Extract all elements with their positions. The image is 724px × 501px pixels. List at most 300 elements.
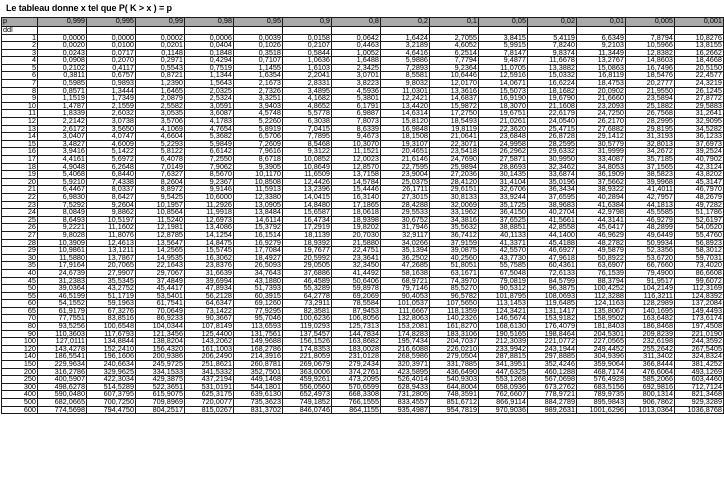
- value-cell: 709,8969: [136, 399, 185, 407]
- ddl-cell: 12: [2, 118, 38, 126]
- value-cell: 21,9550: [626, 87, 675, 95]
- value-cell: 11,8076: [87, 231, 136, 239]
- value-cell: 18,9392: [283, 239, 332, 247]
- value-cell: 44,1400: [528, 231, 577, 239]
- value-cell: 101,8795: [479, 292, 528, 300]
- value-cell: 3,8223: [332, 80, 381, 88]
- value-cell: 749,1852: [283, 399, 332, 407]
- p-header-cell: 0,02: [528, 18, 577, 27]
- value-cell: 168,2786: [234, 345, 283, 353]
- value-cell: 108,0693: [528, 292, 577, 300]
- value-cell: 6,5706: [234, 133, 283, 141]
- value-cell: 19,8202: [332, 224, 381, 232]
- value-cell: 49,5879: [577, 247, 626, 255]
- value-cell: 6,2648: [87, 163, 136, 171]
- value-cell: 93,5256: [38, 323, 87, 331]
- value-cell: 251,8621: [185, 361, 234, 369]
- value-cell: 607,3795: [87, 391, 136, 399]
- value-cell: 48,2679: [675, 193, 724, 201]
- value-cell: 21,6146: [381, 156, 430, 164]
- value-cell: 7,0149: [136, 163, 185, 171]
- value-cell: 14,8480: [283, 201, 332, 209]
- value-cell: 15,4446: [332, 186, 381, 194]
- value-cell: 2,7326: [234, 87, 283, 95]
- value-cell: 324,8324: [675, 353, 724, 361]
- value-cell: 3,0738: [87, 118, 136, 126]
- value-cell: 4,6052: [430, 42, 479, 50]
- value-cell: 26,7568: [626, 110, 675, 118]
- value-cell: 190,5165: [479, 330, 528, 338]
- value-cell: 13,7158: [332, 171, 381, 179]
- value-cell: 59,1963: [87, 300, 136, 308]
- value-cell: 31,9999: [577, 148, 626, 156]
- value-cell: 55,4760: [675, 231, 724, 239]
- value-cell: 42,9798: [577, 209, 626, 217]
- value-cell: 13,5647: [136, 239, 185, 247]
- value-cell: 31,2383: [38, 277, 87, 285]
- value-cell: 16,7496: [626, 64, 675, 72]
- value-cell: 3,9416: [38, 148, 87, 156]
- value-cell: 26,5093: [234, 262, 283, 270]
- value-cell: 21,6660: [577, 95, 626, 103]
- value-cell: 204,7037: [430, 338, 479, 346]
- value-cell: 0,8571: [38, 87, 87, 95]
- value-cell: 26,1245: [675, 87, 724, 95]
- value-cell: 100,6548: [87, 323, 136, 331]
- value-cell: 84,5799: [528, 277, 577, 285]
- value-cell: 652,4973: [283, 391, 332, 399]
- value-cell: 2,3425: [332, 64, 381, 72]
- value-cell: 2,0325: [185, 87, 234, 95]
- value-cell: 316,2786: [38, 368, 87, 376]
- value-cell: 13,7867: [87, 254, 136, 262]
- value-cell: 0,3811: [38, 72, 87, 80]
- value-cell: 540,9303: [430, 376, 479, 384]
- value-cell: 7,8794: [626, 34, 675, 42]
- value-cell: 16,3140: [332, 193, 381, 201]
- value-cell: 35,1394: [381, 247, 430, 255]
- value-cell: 10,8564: [136, 209, 185, 217]
- value-cell: 42,3124: [675, 163, 724, 171]
- value-cell: 47,2685: [381, 262, 430, 270]
- value-cell: 7,8240: [528, 42, 577, 50]
- ddl-cell: 65: [2, 307, 38, 315]
- value-cell: 12,0023: [332, 156, 381, 164]
- value-cell: 18,1508: [381, 133, 430, 141]
- value-cell: 34,3816: [430, 216, 479, 224]
- value-cell: 38,9322: [577, 186, 626, 194]
- value-cell: 352,7501: [234, 368, 283, 376]
- value-cell: 804,2517: [136, 406, 185, 414]
- value-cell: 5,2293: [136, 140, 185, 148]
- value-cell: 56,8923: [675, 239, 724, 247]
- value-cell: 42,7957: [626, 193, 675, 201]
- value-cell: 10,5966: [626, 42, 675, 50]
- value-cell: 341,3951: [479, 361, 528, 369]
- value-cell: 181,8403: [577, 323, 626, 331]
- value-cell: 58,3012: [675, 247, 724, 255]
- value-cell: 468,7174: [577, 368, 626, 376]
- value-cell: 106,8056: [332, 315, 381, 323]
- value-cell: 204,5301: [577, 330, 626, 338]
- value-cell: 70,0649: [136, 307, 185, 315]
- value-cell: 20,7065: [87, 262, 136, 270]
- value-cell: 111,6667: [381, 307, 430, 315]
- value-cell: 0,4117: [87, 64, 136, 72]
- value-cell: 33,9244: [479, 193, 528, 201]
- value-cell: 359,9064: [577, 361, 626, 369]
- value-cell: 40,2894: [577, 193, 626, 201]
- value-cell: 19,6790: [528, 95, 577, 103]
- value-cell: 14,1254: [185, 231, 234, 239]
- value-cell: 374,2761: [332, 368, 381, 376]
- value-cell: 46,6927: [528, 247, 577, 255]
- value-cell: 821,3468: [675, 391, 724, 399]
- value-cell: 54,0520: [675, 224, 724, 232]
- value-cell: 329,9625: [87, 368, 136, 376]
- ddl-cell: 6: [2, 72, 38, 80]
- value-cell: 3,8415: [479, 34, 528, 42]
- value-cell: 60,3915: [234, 292, 283, 300]
- ddl-cell: 7: [2, 80, 38, 88]
- value-cell: 0,2102: [38, 64, 87, 72]
- ddl-cell: 55: [2, 292, 38, 300]
- value-cell: 10,9861: [38, 247, 87, 255]
- value-cell: 5,6972: [87, 156, 136, 164]
- table-row: [2, 406, 724, 414]
- value-cell: 42,5570: [479, 247, 528, 255]
- value-cell: 67,3276: [87, 307, 136, 315]
- value-cell: 50,9934: [626, 239, 675, 247]
- value-cell: 668,3308: [332, 391, 381, 399]
- value-cell: 69,1260: [234, 300, 283, 308]
- value-cell: 137,2084: [675, 300, 724, 308]
- value-cell: 27,8772: [675, 95, 724, 103]
- value-cell: 14,5784: [332, 178, 381, 186]
- value-cell: 3,2189: [381, 42, 430, 50]
- value-cell: 5,8122: [136, 148, 185, 156]
- value-cell: 603,4460: [675, 376, 724, 384]
- value-cell: 41,5661: [528, 216, 577, 224]
- value-cell: 163,6482: [626, 315, 675, 323]
- value-cell: 493,1269: [675, 368, 724, 376]
- value-cell: 279,0504: [430, 353, 479, 361]
- value-cell: 104,2149: [626, 285, 675, 293]
- value-cell: 12,2421: [381, 95, 430, 103]
- value-cell: 10,8276: [675, 34, 724, 42]
- value-cell: 146,5674: [479, 315, 528, 323]
- value-cell: 0,0006: [185, 34, 234, 42]
- value-cell: 1,6488: [332, 57, 381, 65]
- value-cell: 77,7551: [38, 315, 87, 323]
- value-cell: 954,7819: [430, 406, 479, 414]
- value-cell: 22,3071: [430, 140, 479, 148]
- value-cell: 26,1711: [381, 186, 430, 194]
- value-cell: 144,7834: [332, 330, 381, 338]
- value-cell: 5,9210: [38, 178, 87, 186]
- value-cell: 17,9164: [38, 262, 87, 270]
- value-cell: 17,2919: [283, 224, 332, 232]
- value-cell: 833,4557: [381, 399, 430, 407]
- value-cell: 59,8978: [332, 285, 381, 293]
- value-cell: 29,1412: [577, 133, 626, 141]
- value-cell: 153,2081: [381, 323, 430, 331]
- value-cell: 32,9095: [675, 118, 724, 126]
- value-cell: 7,9616: [234, 148, 283, 156]
- value-cell: 895,9843: [577, 399, 626, 407]
- value-cell: 800,1314: [626, 391, 675, 399]
- value-cell: 5,9849: [185, 140, 234, 148]
- value-cell: 26,2962: [479, 148, 528, 156]
- value-cell: 61,7541: [136, 300, 185, 308]
- value-cell: 590,0480: [38, 391, 87, 399]
- value-cell: 3,4895: [283, 87, 332, 95]
- value-cell: 531,0191: [185, 383, 234, 391]
- value-cell: 7,2550: [185, 156, 234, 164]
- value-cell: 11,2926: [185, 201, 234, 209]
- value-cell: 35,1725: [479, 201, 528, 209]
- value-cell: 9,9146: [185, 186, 234, 194]
- value-cell: 140,2326: [430, 315, 479, 323]
- value-cell: 1,4787: [38, 102, 87, 110]
- value-cell: 4,1783: [185, 118, 234, 126]
- value-cell: 0,7519: [185, 64, 234, 72]
- ddl-cell: 200: [2, 368, 38, 376]
- value-cell: 12,8570: [332, 163, 381, 171]
- value-cell: 152,2410: [87, 345, 136, 353]
- value-cell: 11,5880: [38, 254, 87, 262]
- chi-square-table: [1, 17, 724, 414]
- value-cell: 279,2434: [332, 361, 381, 369]
- value-cell: 14,9535: [136, 254, 185, 262]
- value-cell: 53,6720: [626, 254, 675, 262]
- value-cell: 11,5240: [136, 216, 185, 224]
- value-cell: 168,6130: [479, 323, 528, 331]
- value-cell: 14,6114: [234, 216, 283, 224]
- value-cell: 135,8067: [577, 307, 626, 315]
- value-cell: 20,5150: [675, 64, 724, 72]
- value-cell: 46,9629: [577, 231, 626, 239]
- p-header-cell: 0,95: [234, 18, 283, 27]
- value-cell: 18,4927: [234, 254, 283, 262]
- value-cell: 28,2595: [528, 140, 577, 148]
- value-cell: 8,6718: [234, 156, 283, 164]
- value-cell: 774,5698: [38, 406, 87, 414]
- value-cell: 52,6197: [675, 216, 724, 224]
- ddl-cell: 5: [2, 64, 38, 72]
- value-cell: 334,1533: [136, 368, 185, 376]
- value-cell: 66,7660: [626, 262, 675, 270]
- value-cell: 21,1608: [528, 102, 577, 110]
- value-cell: 0,2070: [87, 57, 136, 65]
- value-cell: 766,1555: [332, 399, 381, 407]
- value-cell: 929,3289: [675, 399, 724, 407]
- value-cell: 1,3444: [87, 87, 136, 95]
- value-cell: 1,2390: [136, 80, 185, 88]
- value-cell: 4,1069: [136, 125, 185, 133]
- value-cell: 45,4188: [528, 239, 577, 247]
- value-cell: 67,5048: [479, 269, 528, 277]
- value-cell: 7,8147: [479, 49, 528, 57]
- value-cell: 5,3682: [185, 133, 234, 141]
- value-cell: 53,5401: [136, 292, 185, 300]
- value-cell: 9,2103: [577, 42, 626, 50]
- value-cell: 112,3288: [577, 292, 626, 300]
- value-cell: 43,2752: [87, 285, 136, 293]
- value-cell: 174,8283: [381, 330, 430, 338]
- value-cell: 18,5476: [626, 72, 675, 80]
- value-cell: 195,7434: [381, 338, 430, 346]
- value-cell: 0,4294: [185, 57, 234, 65]
- value-cell: 232,6198: [626, 338, 675, 346]
- value-cell: 143,4278: [38, 345, 87, 353]
- value-cell: 4,7654: [185, 125, 234, 133]
- ddl-cell: 10: [2, 102, 38, 110]
- value-cell: 24,3219: [675, 80, 724, 88]
- value-cell: 1001,6296: [577, 406, 626, 414]
- value-cell: 52,3356: [626, 247, 675, 255]
- value-cell: 16,3062: [185, 254, 234, 262]
- value-cell: 132,8063: [381, 315, 430, 323]
- value-cell: 14,8603: [626, 57, 675, 65]
- value-cell: 0,5844: [283, 49, 332, 57]
- value-cell: 864,1155: [332, 406, 381, 414]
- value-cell: 15,5073: [479, 87, 528, 95]
- value-cell: 38,5823: [626, 171, 675, 179]
- value-cell: 56,2128: [185, 292, 234, 300]
- value-cell: 36,1233: [675, 133, 724, 141]
- value-cell: 13,2396: [283, 186, 332, 194]
- value-cell: 25,0375: [381, 178, 430, 186]
- value-cell: 100,4252: [577, 285, 626, 293]
- value-cell: 186,5541: [38, 353, 87, 361]
- value-cell: 118,1359: [430, 307, 479, 315]
- value-cell: 131,1417: [528, 307, 577, 315]
- value-cell: 124,8392: [675, 292, 724, 300]
- value-cell: 16,1514: [234, 231, 283, 239]
- ddl-cell: 16: [2, 148, 38, 156]
- value-cell: 23,2093: [577, 102, 626, 110]
- ddl-cell: 250: [2, 376, 38, 384]
- value-cell: 74,3970: [430, 277, 479, 285]
- value-cell: 55,3289: [283, 285, 332, 293]
- value-cell: 15,5745: [185, 247, 234, 255]
- value-cell: 86,6608: [675, 269, 724, 277]
- value-cell: 107,8149: [185, 323, 234, 331]
- value-cell: 31,2641: [675, 110, 724, 118]
- value-cell: 9,4877: [479, 57, 528, 65]
- value-cell: 221,0190: [675, 330, 724, 338]
- value-cell: 29,7067: [136, 269, 185, 277]
- value-cell: 27,2036: [430, 171, 479, 179]
- p-header-cell: 0,9: [283, 18, 332, 27]
- value-cell: 231,0128: [332, 353, 381, 361]
- value-cell: 23,8376: [185, 262, 234, 270]
- value-cell: 0,0158: [283, 34, 332, 42]
- value-cell: 5,9886: [381, 57, 430, 65]
- value-cell: 5,2260: [234, 118, 283, 126]
- value-cell: 831,3702: [234, 406, 283, 414]
- value-cell: 36,7412: [430, 231, 479, 239]
- value-cell: 8,2604: [136, 178, 185, 186]
- value-cell: 110,3603: [38, 330, 87, 338]
- ddl-cell: 19: [2, 171, 38, 179]
- value-cell: 423,5895: [381, 368, 430, 376]
- value-cell: 0,0908: [38, 57, 87, 65]
- value-cell: 0,3518: [234, 49, 283, 57]
- value-cell: 0,5543: [136, 64, 185, 72]
- value-cell: 4,6009: [87, 140, 136, 148]
- value-cell: 91,9517: [626, 277, 675, 285]
- value-cell: 20,0902: [577, 87, 626, 95]
- value-cell: 11,1602: [87, 224, 136, 232]
- value-cell: 5,9915: [479, 42, 528, 50]
- value-cell: 8,0849: [38, 209, 87, 217]
- table-caption: Le tableau donne x tel que P( K > x ) = p: [6, 3, 172, 13]
- value-cell: 935,4987: [381, 406, 430, 414]
- value-cell: 221,0772: [528, 338, 577, 346]
- value-cell: 553,1268: [479, 376, 528, 384]
- value-cell: 748,3591: [430, 391, 479, 399]
- value-cell: 48,2899: [626, 224, 675, 232]
- value-cell: 13,4086: [185, 224, 234, 232]
- value-cell: 556,0560: [283, 383, 332, 391]
- value-cell: 866,9114: [479, 399, 528, 407]
- value-cell: 6,1791: [332, 102, 381, 110]
- value-cell: 36,1909: [577, 171, 626, 179]
- value-cell: 341,5332: [185, 368, 234, 376]
- value-cell: 37,4849: [136, 277, 185, 285]
- value-cell: 15,3792: [234, 224, 283, 232]
- value-cell: 731,2805: [381, 391, 430, 399]
- value-cell: 20,7030: [332, 231, 381, 239]
- value-cell: 41,6384: [577, 201, 626, 209]
- value-cell: 49,6449: [626, 231, 675, 239]
- value-cell: 41,4492: [332, 269, 381, 277]
- value-cell: 44,1813: [626, 201, 675, 209]
- value-cell: 64,2778: [283, 292, 332, 300]
- value-cell: 119,0293: [283, 323, 332, 331]
- value-cell: 18,9398: [332, 216, 381, 224]
- value-cell: 0,2971: [136, 57, 185, 65]
- value-cell: 9,2604: [87, 201, 136, 209]
- value-cell: 44,3141: [577, 216, 626, 224]
- value-cell: 29,6151: [430, 186, 479, 194]
- p-label: p: [2, 18, 38, 27]
- value-cell: 522,3651: [136, 383, 185, 391]
- value-cell: 76,1539: [577, 269, 626, 277]
- value-cell: 116,3211: [626, 292, 675, 300]
- value-cell: 25,4715: [528, 125, 577, 133]
- value-cell: 683,5156: [577, 383, 626, 391]
- value-cell: 27,3015: [381, 193, 430, 201]
- value-cell: 156,4320: [136, 345, 185, 353]
- value-cell: 156,1526: [283, 338, 332, 346]
- value-cell: 27,6882: [577, 125, 626, 133]
- value-cell: 158,9502: [577, 315, 626, 323]
- value-cell: 570,6599: [332, 383, 381, 391]
- p-header-cell: 0,99: [136, 18, 185, 27]
- value-cell: 28,4288: [381, 201, 430, 209]
- value-cell: 29,0505: [283, 262, 332, 270]
- value-cell: 1,1344: [185, 72, 234, 80]
- value-cell: 61,9179: [38, 307, 87, 315]
- ddl-cell: 17: [2, 156, 38, 164]
- value-cell: 249,4452: [577, 345, 626, 353]
- value-cell: 10,1957: [136, 201, 185, 209]
- value-cell: 86,9233: [136, 315, 185, 323]
- value-cell: 2,6172: [38, 125, 87, 133]
